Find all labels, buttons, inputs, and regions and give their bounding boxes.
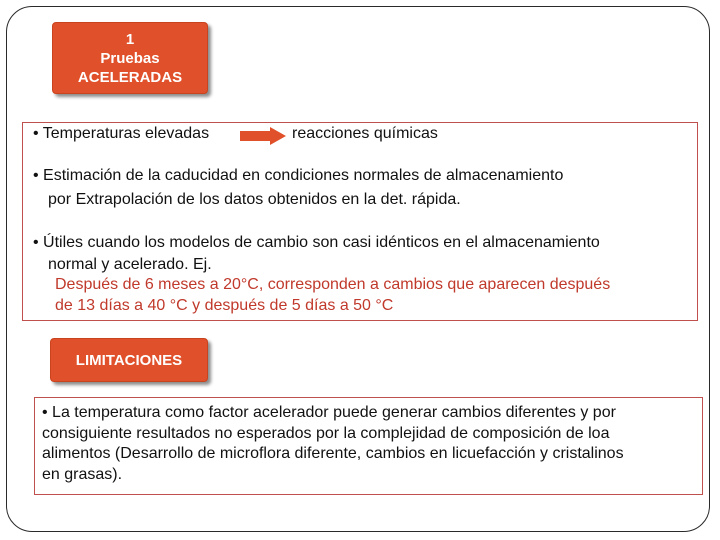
limitations-line2: consiguiente resultados no esperados por la complejidad de composición de loa	[42, 424, 610, 442]
limitations-text	[42, 403, 702, 485]
tag-limitaciones	[50, 338, 208, 382]
tag-number: 1	[125, 31, 135, 48]
tag-line-pruebas: Pruebas	[100, 50, 160, 67]
bullet-estimacion-line1: • Estimación de la caducidad en condiciones normales de almacenamiento	[33, 167, 564, 184]
limitations-line3: alimentos (Desarrollo de microflora diferente, cambios en licuefacción y cristalinos	[42, 445, 624, 462]
limitations-line1: • La temperatura como factor acelerador puede generar cambios diferentes y por	[42, 404, 616, 421]
right-arrow-icon	[240, 127, 286, 145]
reacciones-quimicas-text: reacciones químicas	[292, 125, 438, 142]
tag-pruebas-aceleradas	[52, 22, 208, 94]
bullet-utiles-line1: • Útiles cuando los modelos de cambio son casi idénticos en el almacenamiento	[33, 234, 600, 251]
example-red-line2: de 13 días a 40 °C y después de 5 días a 50 °C	[55, 297, 394, 314]
bullet-estimacion-line2: por Extrapolación de los datos obtenidos en la det. rápida.	[48, 191, 461, 208]
bullet-utiles-line2: normal y acelerado. Ej.	[48, 256, 212, 273]
bullet-temperaturas: • Temperaturas elevadas	[33, 125, 210, 142]
tag-line-aceleradas: ACELERADAS	[77, 69, 183, 86]
tag-limitaciones-label: LIMITACIONES	[75, 352, 183, 369]
limitations-line4: en grasas).	[42, 465, 123, 483]
example-red-line1: Después de 6 meses a 20°C, corresponden a cambios que aparecen después	[55, 276, 611, 293]
